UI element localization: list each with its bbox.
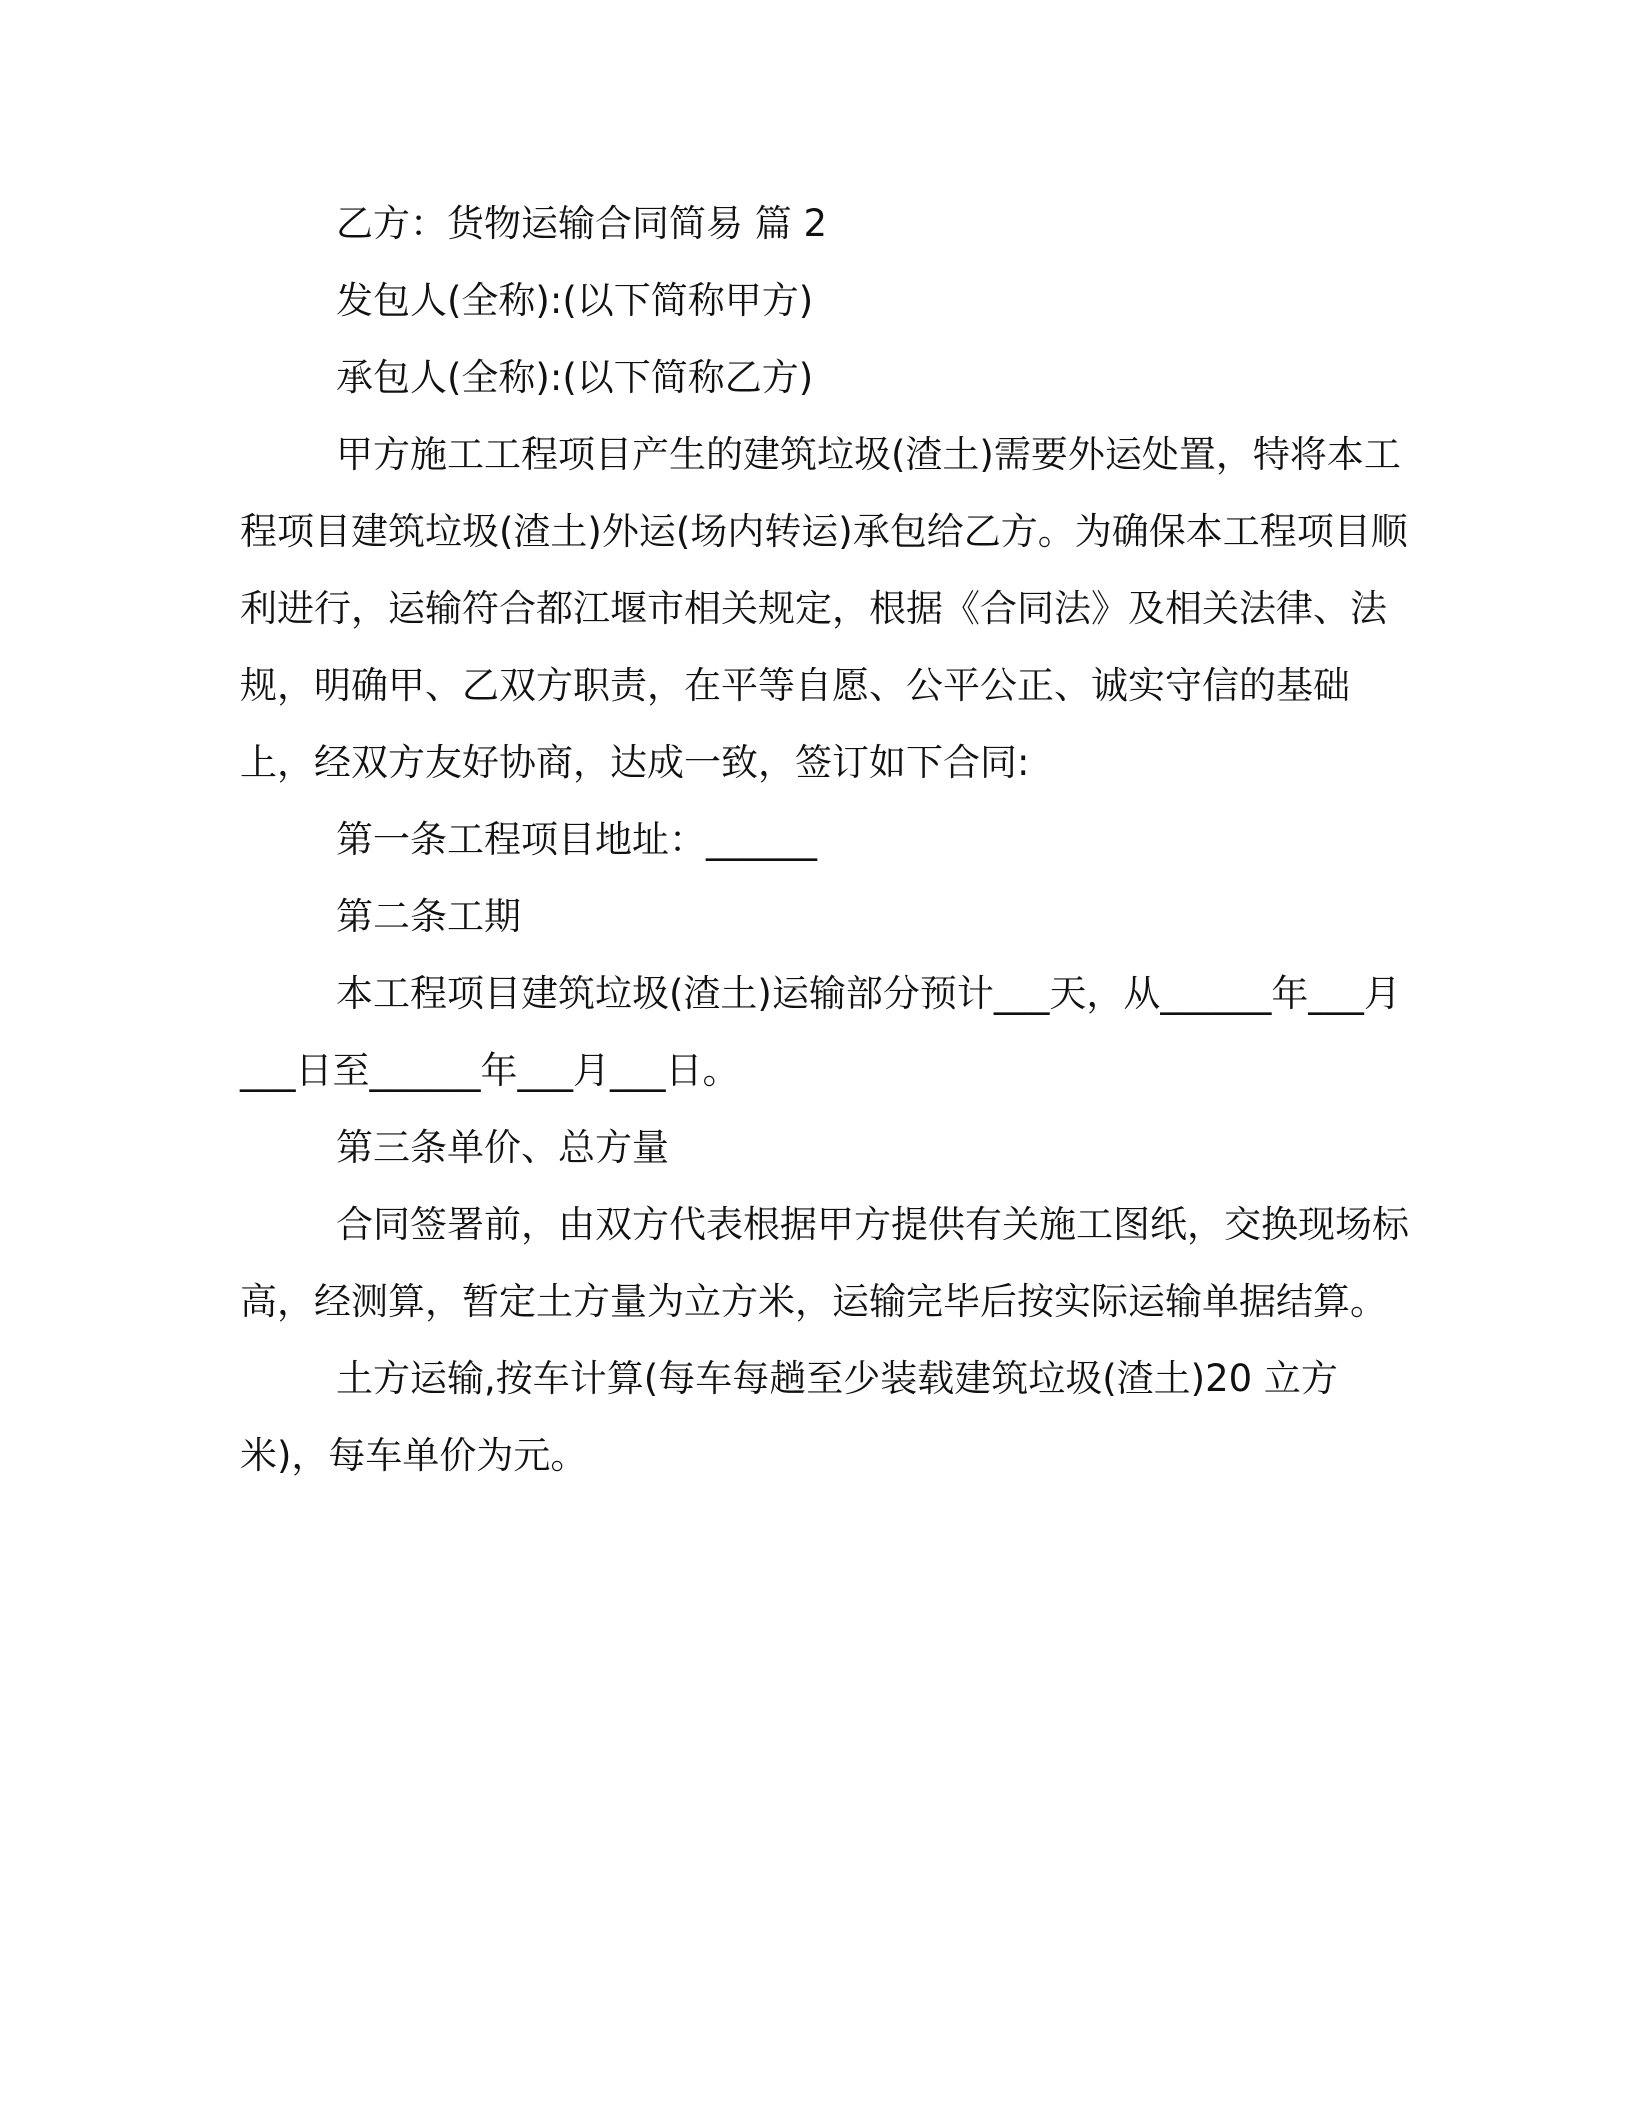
paragraph-contractor-b: 承包人(全称):(以下简称乙方) [336, 356, 814, 399]
paragraph-article-3-title: 第三条单价、总方量 [336, 1126, 669, 1169]
paragraph-article-2-body: 本工程项目建筑垃圾(渣土)运输部分预计___天，从______年___月___日至______年___月___日。 [240, 972, 1401, 1092]
paragraph-preamble: 甲方施工工程项目产生的建筑垃圾(渣土)需要外运处置，特将本工程项目建筑垃圾(渣土)外运(场内转运)承包给乙方。为确保本工程项目顺利进行，运输符合都江堰市相关规定，根据《合同法》及相关法律、法规，明确甲、乙双方职责，在平等自愿、公平公正、诚实守信的基础上，经双方友好协商，达成一致，签订如下合同: [240, 433, 1408, 784]
paragraph-article-1: 第一条工程项目地址：______ [336, 818, 817, 861]
paragraph-article-2-title: 第二条工期 [336, 895, 521, 938]
paragraph-contractor-a: 发包人(全称):(以下简称甲方) [336, 279, 814, 322]
paragraph-article-3-body: 合同签署前，由双方代表根据甲方提供有关施工图纸，交换现场标高，经测算，暂定土方量为立方米，运输完毕后按实际运输单据结算。 [240, 1203, 1409, 1323]
document-body [240, 185, 1410, 1494]
paragraph-party-b-title: 乙方：货物运输合同简易 篇 2 [336, 202, 828, 245]
paragraph-article-3-price: 土方运输,按车计算(每车每趟至少装载建筑垃圾(渣土)20 立方米)，每车单价为元。 [240, 1357, 1338, 1477]
